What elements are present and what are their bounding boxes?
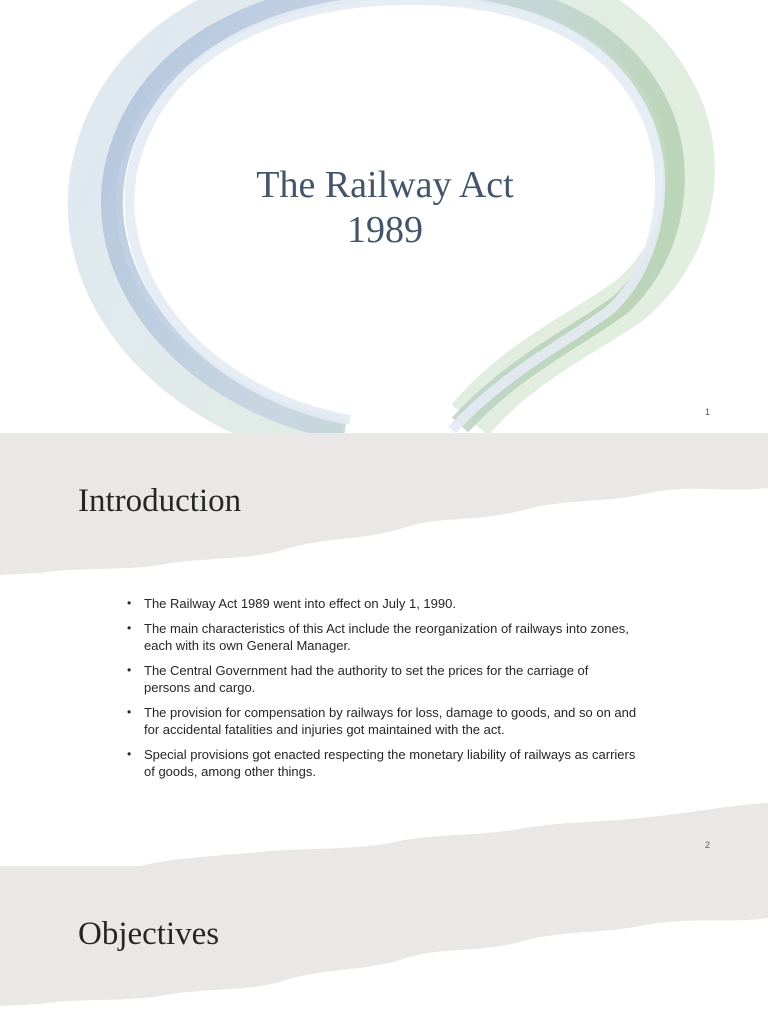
- bullet-item: [127, 662, 637, 696]
- bullet-dot-icon: •: [127, 747, 132, 761]
- page-number: 1: [704, 407, 710, 417]
- bullet-dot-icon: •: [127, 705, 132, 719]
- page-number: 2: [704, 840, 710, 850]
- bullet-item: [127, 746, 637, 780]
- bullet-item: [127, 595, 637, 612]
- bullet-text: The main characteristics of this Act include the reorganization of railways into zones, each with its own General Manager.: [144, 621, 629, 653]
- bullet-dot-icon: •: [127, 621, 132, 635]
- bullet-dot-icon: •: [127, 663, 132, 677]
- bullet-item: [127, 620, 637, 654]
- slide-3-objectives[interactable]: [0, 866, 768, 1024]
- bullet-list: [127, 595, 637, 788]
- bullet-text: The provision for compensation by railways for loss, damage to goods, and so on and for accidental fatalities and injuries got maintained with the act.: [144, 705, 637, 737]
- bullet-text: The Railway Act 1989 went into effect on July 1, 1990.: [144, 596, 456, 611]
- bullet-item: [127, 704, 637, 738]
- slide-title-line-2: 1989: [347, 209, 423, 251]
- bullet-dot-icon: •: [127, 596, 132, 610]
- slide-heading: Introduction: [78, 483, 242, 519]
- slide-1-title[interactable]: [0, 0, 768, 433]
- slide-2-introduction[interactable]: [0, 433, 768, 866]
- bullet-text: The Central Government had the authority to set the prices for the carriage of persons and cargo.: [144, 663, 589, 695]
- slide-title-line-1: The Railway Act: [256, 164, 514, 206]
- slide-title: [200, 163, 570, 253]
- slide-heading: Objectives: [78, 916, 220, 952]
- bullet-text: Special provisions got enacted respecting the monetary liability of railways as carriers of goods, among other things.: [144, 747, 636, 779]
